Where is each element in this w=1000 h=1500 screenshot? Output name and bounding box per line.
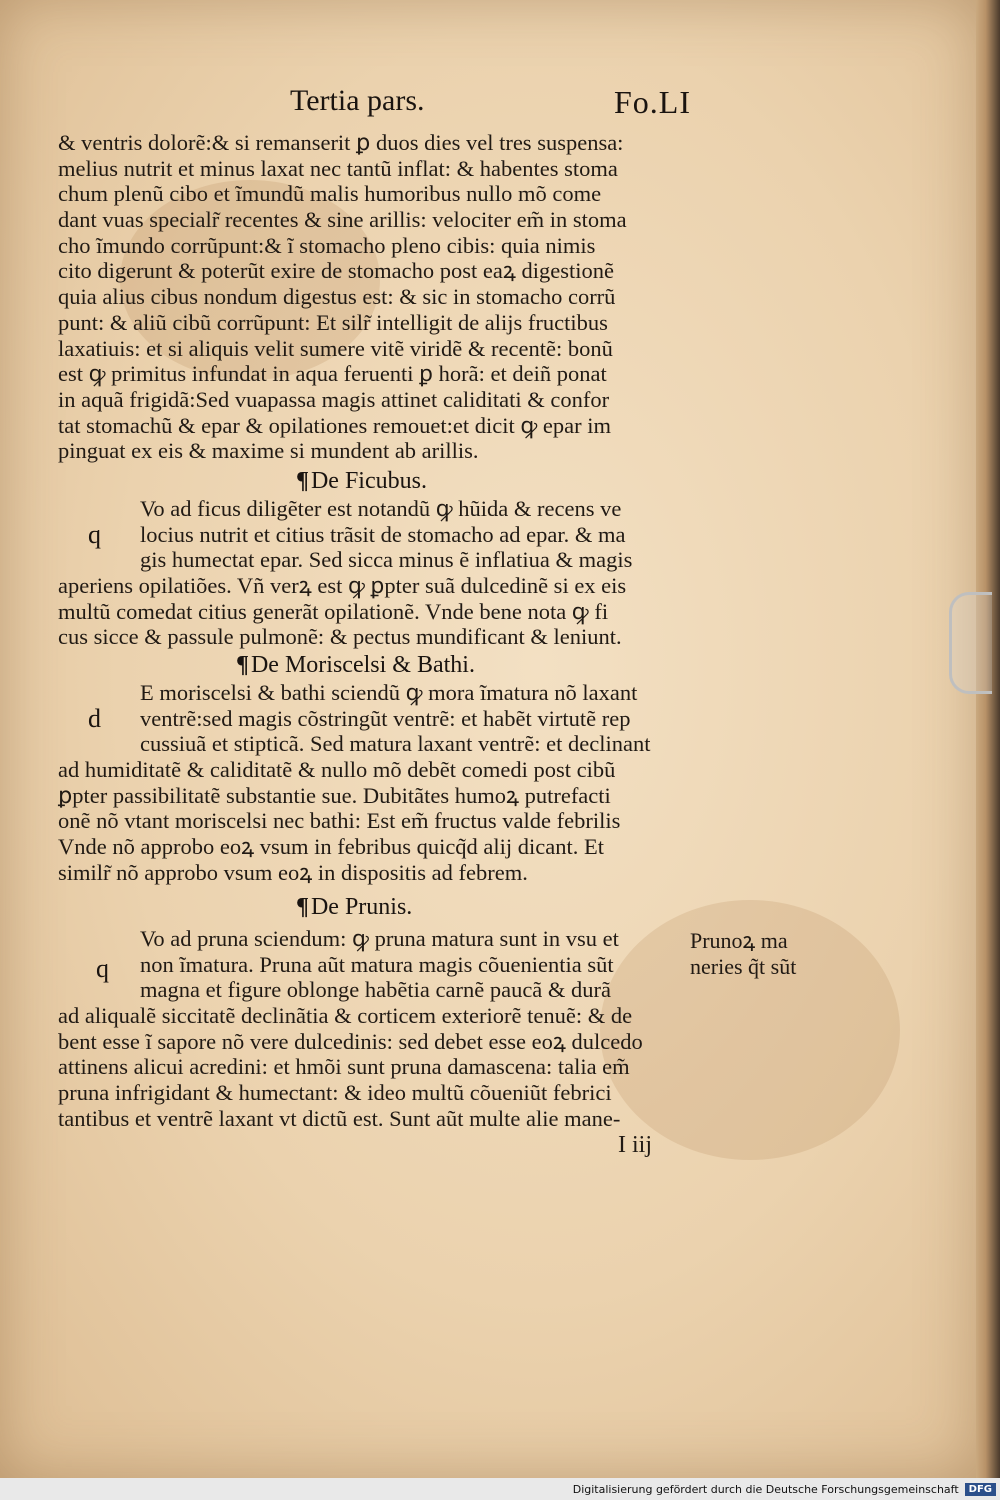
section-body (58, 926, 698, 1132)
initial-letter: q (96, 954, 109, 983)
text-line: Vnde nõ approbo eoꝝ vsum in febribus quicq̃d alij dicant. Et (58, 834, 605, 860)
text-line: non ĩmatura. Pruna aũt matura magis cõuenientia sũt (140, 951, 614, 977)
section-heading: ¶De Ficubus. (296, 468, 427, 494)
text-line: cussiuã et stipticã. Sed matura laxant ventrẽ: et declinant (140, 731, 651, 757)
text-line: tat stomachũ & epar & opilationes remouet:et dicit ꝙ epar im (58, 412, 611, 438)
pilcrow-icon: ¶ (296, 894, 309, 920)
text-line: ad humiditatẽ & caliditatẽ & nullo mõ debẽt comedi post cibũ (58, 757, 616, 783)
text-line: cito digerunt & poterũt exire de stomacho post eaꝝ digestionẽ (58, 258, 614, 284)
initial-letter: d (88, 704, 101, 733)
text-line: quia alius cibus nondum digestus est: & sic in stomacho corrũ (58, 284, 616, 310)
paper-clip (949, 592, 992, 694)
text-line: chum plenũ cibo et ĩmundũ malis humoribus nullo mõ come (58, 181, 602, 207)
initial-letter: q (88, 520, 101, 549)
text-line: bent esse ĩ sapore nõ vere dulcedinis: sed debet esse eoꝝ dulcedo (58, 1028, 643, 1054)
text-line: cus sicce & passule pulmonẽ: & pectus mundificant & leniunt. (58, 624, 622, 650)
text-line: ꝑpter passibilitatẽ substantie sue. Dubitãtes humoꝝ putrefacti (58, 782, 611, 808)
running-title: Tertia pars. (290, 84, 425, 117)
text-line: E moriscelsi & bathi sciendũ ꝙ mora ĩmatura nõ laxant (140, 680, 638, 705)
text-line: onẽ nõ vtant moriscelsi nec bathi: Est em̃ fructus valde febrilis (58, 808, 621, 834)
text-line: in aquã frigidã:Sed vuapassa magis attinet caliditati & confor (58, 386, 610, 412)
text-line: similr̃ nõ approbo vsum eoꝝ in dispositis ad febrem. (58, 859, 528, 885)
text-line: multũ comedat citius generãt opilationẽ. Vnde bene nota ꝙ fi (58, 598, 609, 624)
text-line: aperiens opilatiões. Vñ verꝝ est ꝙ ꝑpter suã dulcedinẽ si ex eis (58, 573, 627, 599)
text-line: pinguat ex eis & maxime si mundent ab arillis. (58, 438, 479, 464)
text-line: locius nutrit et citius trãsit de stomacho ad epar. & ma (140, 521, 626, 547)
text-line: tantibus et ventrẽ laxant vt dictũ est. Sunt aũt multe alie mane- (58, 1105, 621, 1131)
margin-note (690, 928, 796, 979)
text-line: ad aliqualẽ siccitatẽ declinãtia & corticem exteriorẽ tenuẽ: & de (58, 1003, 633, 1029)
text-line: attinens alicui acredini: et hmõi sunt pruna damascena: talia em̃ (58, 1054, 630, 1080)
margin-note-line: neries q̃t sũt (690, 953, 797, 979)
text-line: Vo ad ficus diligẽter est notandũ ꝙ hũida & recens ve (140, 496, 622, 521)
section-heading: ¶De Moriscelsi & Bathi. (236, 652, 475, 678)
section-body (58, 496, 698, 650)
section-body (58, 680, 698, 886)
pilcrow-icon: ¶ (236, 652, 249, 678)
pilcrow-icon: ¶ (296, 468, 309, 494)
text-line: melius nutrit et minus laxat nec tantũ inflat: & habentes stoma (58, 155, 618, 181)
text-line: gis humectat epar. Sed sicca minus ẽ inflatiua & magis (140, 547, 633, 573)
text-line: magna et figure oblonge habẽtia carnẽ paucã & durã (140, 977, 612, 1003)
signature-mark: I iij (618, 1132, 652, 1158)
folio-number: Fo.LI (614, 84, 691, 120)
text-block-opening (58, 130, 698, 464)
dfg-logo: DFG (965, 1483, 996, 1496)
text-line: cho ĩmundo corrũpunt:& ĩ stomacho pleno cibis: quia nimis (58, 232, 596, 258)
text-line: ventrẽ:sed magis cõstringũt ventrẽ: et habẽt virtutẽ rep (140, 705, 631, 731)
section-heading: ¶De Prunis. (296, 894, 413, 920)
text-line: & ventris dolorẽ:& si remanserit ꝑ duos dies vel tres suspensa: (58, 130, 624, 155)
text-line: est ꝙ primitus infundat in aqua feruenti ꝑ horã: et deiñ ponat (58, 361, 607, 387)
text-line: pruna infrigidant & humectant: & ideo multũ cõueniũt febrici (58, 1080, 612, 1106)
text-line: dant vuas specialr̃ recentes & sine arillis: velociter em̃ in stoma (58, 207, 627, 233)
text-line: punt: & aliũ cibũ corrũpunt: Et silr̃ intelligit de alijs fructibus (58, 309, 608, 335)
text-line: Vo ad pruna sciendum: ꝙ pruna matura sunt in vsu et (140, 926, 619, 951)
footer-credit: Digitalisierung gefördert durch die Deutsche Forschungsgemeinschaft (572, 1482, 959, 1496)
text-line: laxatiuis: et si aliquis velit sumere vitẽ viridẽ & recentẽ: bonũ (58, 335, 613, 361)
margin-note-line: Prunoꝝ ma (690, 928, 788, 953)
digitization-footer (0, 1478, 1000, 1500)
page-edge (976, 0, 1000, 1478)
